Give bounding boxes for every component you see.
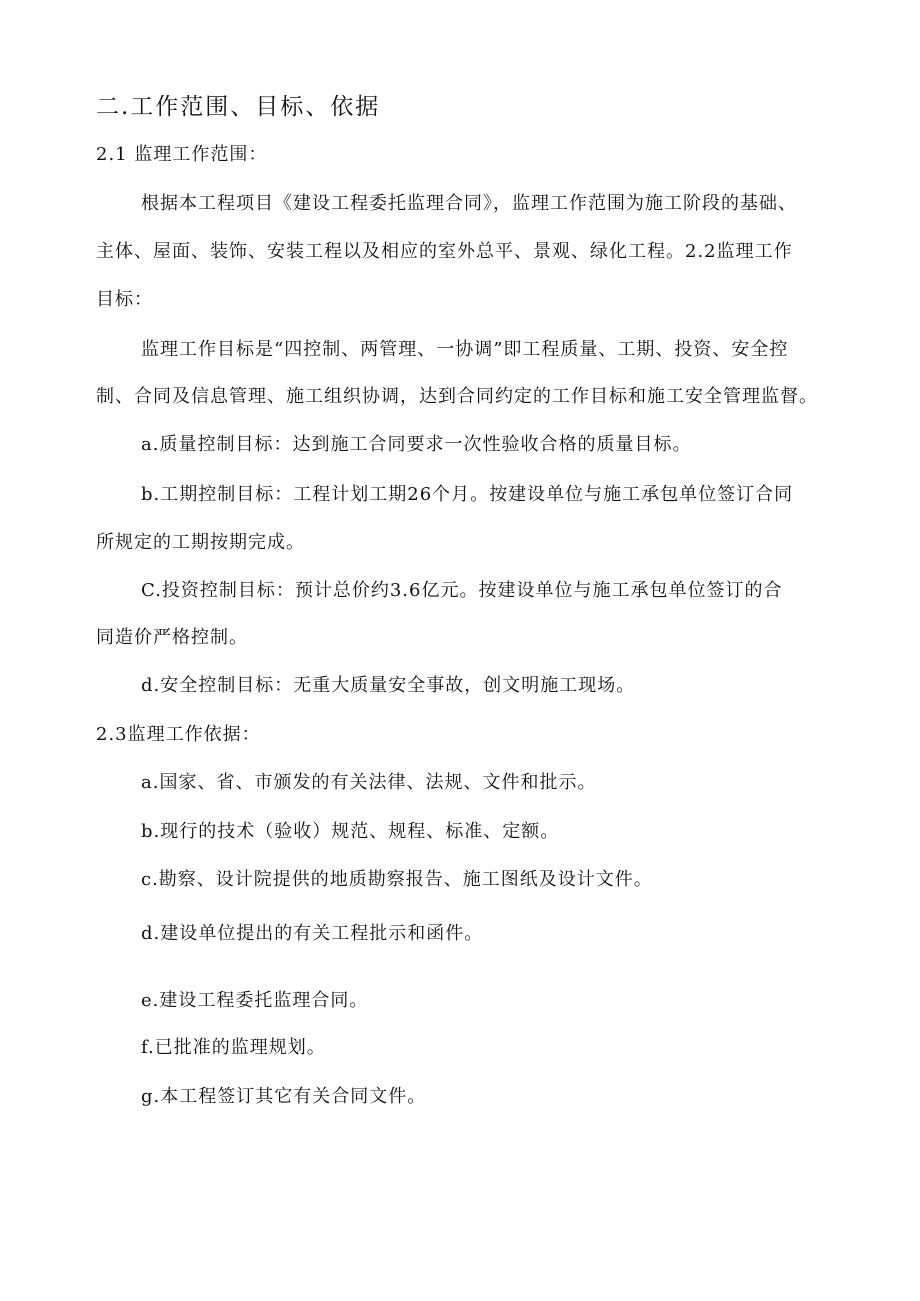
section-heading: 二.工作范围、目标、依据: [96, 94, 381, 120]
goal-item-b-line-1: b.工期控制目标：工程计划工期26个月。按建设单位与施工承包单位签订合同: [141, 484, 794, 505]
goal-item-c-line-1: C.投资控制目标：预计总价约3.6亿元。按建设单位与施工承包单位签订的合: [141, 580, 783, 601]
goals-paragraph-line-1: 监理工作目标是“四控制、两管理、一协调”即工程质量、工期、投资、安全控: [141, 339, 789, 360]
scope-paragraph-line-2: 主体、屋面、装饰、安装工程以及相应的室外总平、景观、绿化工程。2.2监理工作: [96, 241, 793, 262]
basis-item-b: b.现行的技术（验收）规范、规程、标准、定额。: [141, 821, 560, 842]
scope-paragraph-line-1: 根据本工程项目《建设工程委托监理合同》，监理工作范围为施工阶段的基础、: [141, 193, 797, 214]
goal-item-d: d.安全控制目标：无重大质量安全事故，创文明施工现场。: [141, 675, 636, 696]
basis-item-c: c.勘察、设计院提供的地质勘察报告、施工图纸及设计文件。: [141, 869, 653, 890]
basis-item-g: g.本工程签订其它有关合同文件。: [141, 1086, 427, 1107]
goal-item-b-line-2: 所规定的工期按期完成。: [96, 532, 305, 553]
section-2-3-title: 2.3监理工作依据：: [96, 724, 261, 745]
section-2-1-title: 2.1 监理工作范围：: [96, 144, 268, 165]
basis-item-d: d.建设单位提出的有关工程批示和函件。: [141, 923, 484, 944]
scope-paragraph-line-3: 目标：: [96, 289, 153, 310]
basis-item-a: a.国家、省、市颁发的有关法律、法规、文件和批示。: [141, 772, 597, 793]
goal-item-a: a.质量控制目标：达到施工合同要求一次性验收合格的质量目标。: [141, 434, 692, 455]
basis-item-e: e.建设工程委托监理合同。: [141, 990, 369, 1011]
basis-item-f: f.已批准的监理规划。: [141, 1037, 326, 1058]
goal-item-c-line-2: 同造价严格控制。: [96, 627, 248, 648]
goals-paragraph-line-2: 制、合同及信息管理、施工组织协调，达到合同约定的工作目标和施工安全管理监督。: [96, 386, 818, 407]
